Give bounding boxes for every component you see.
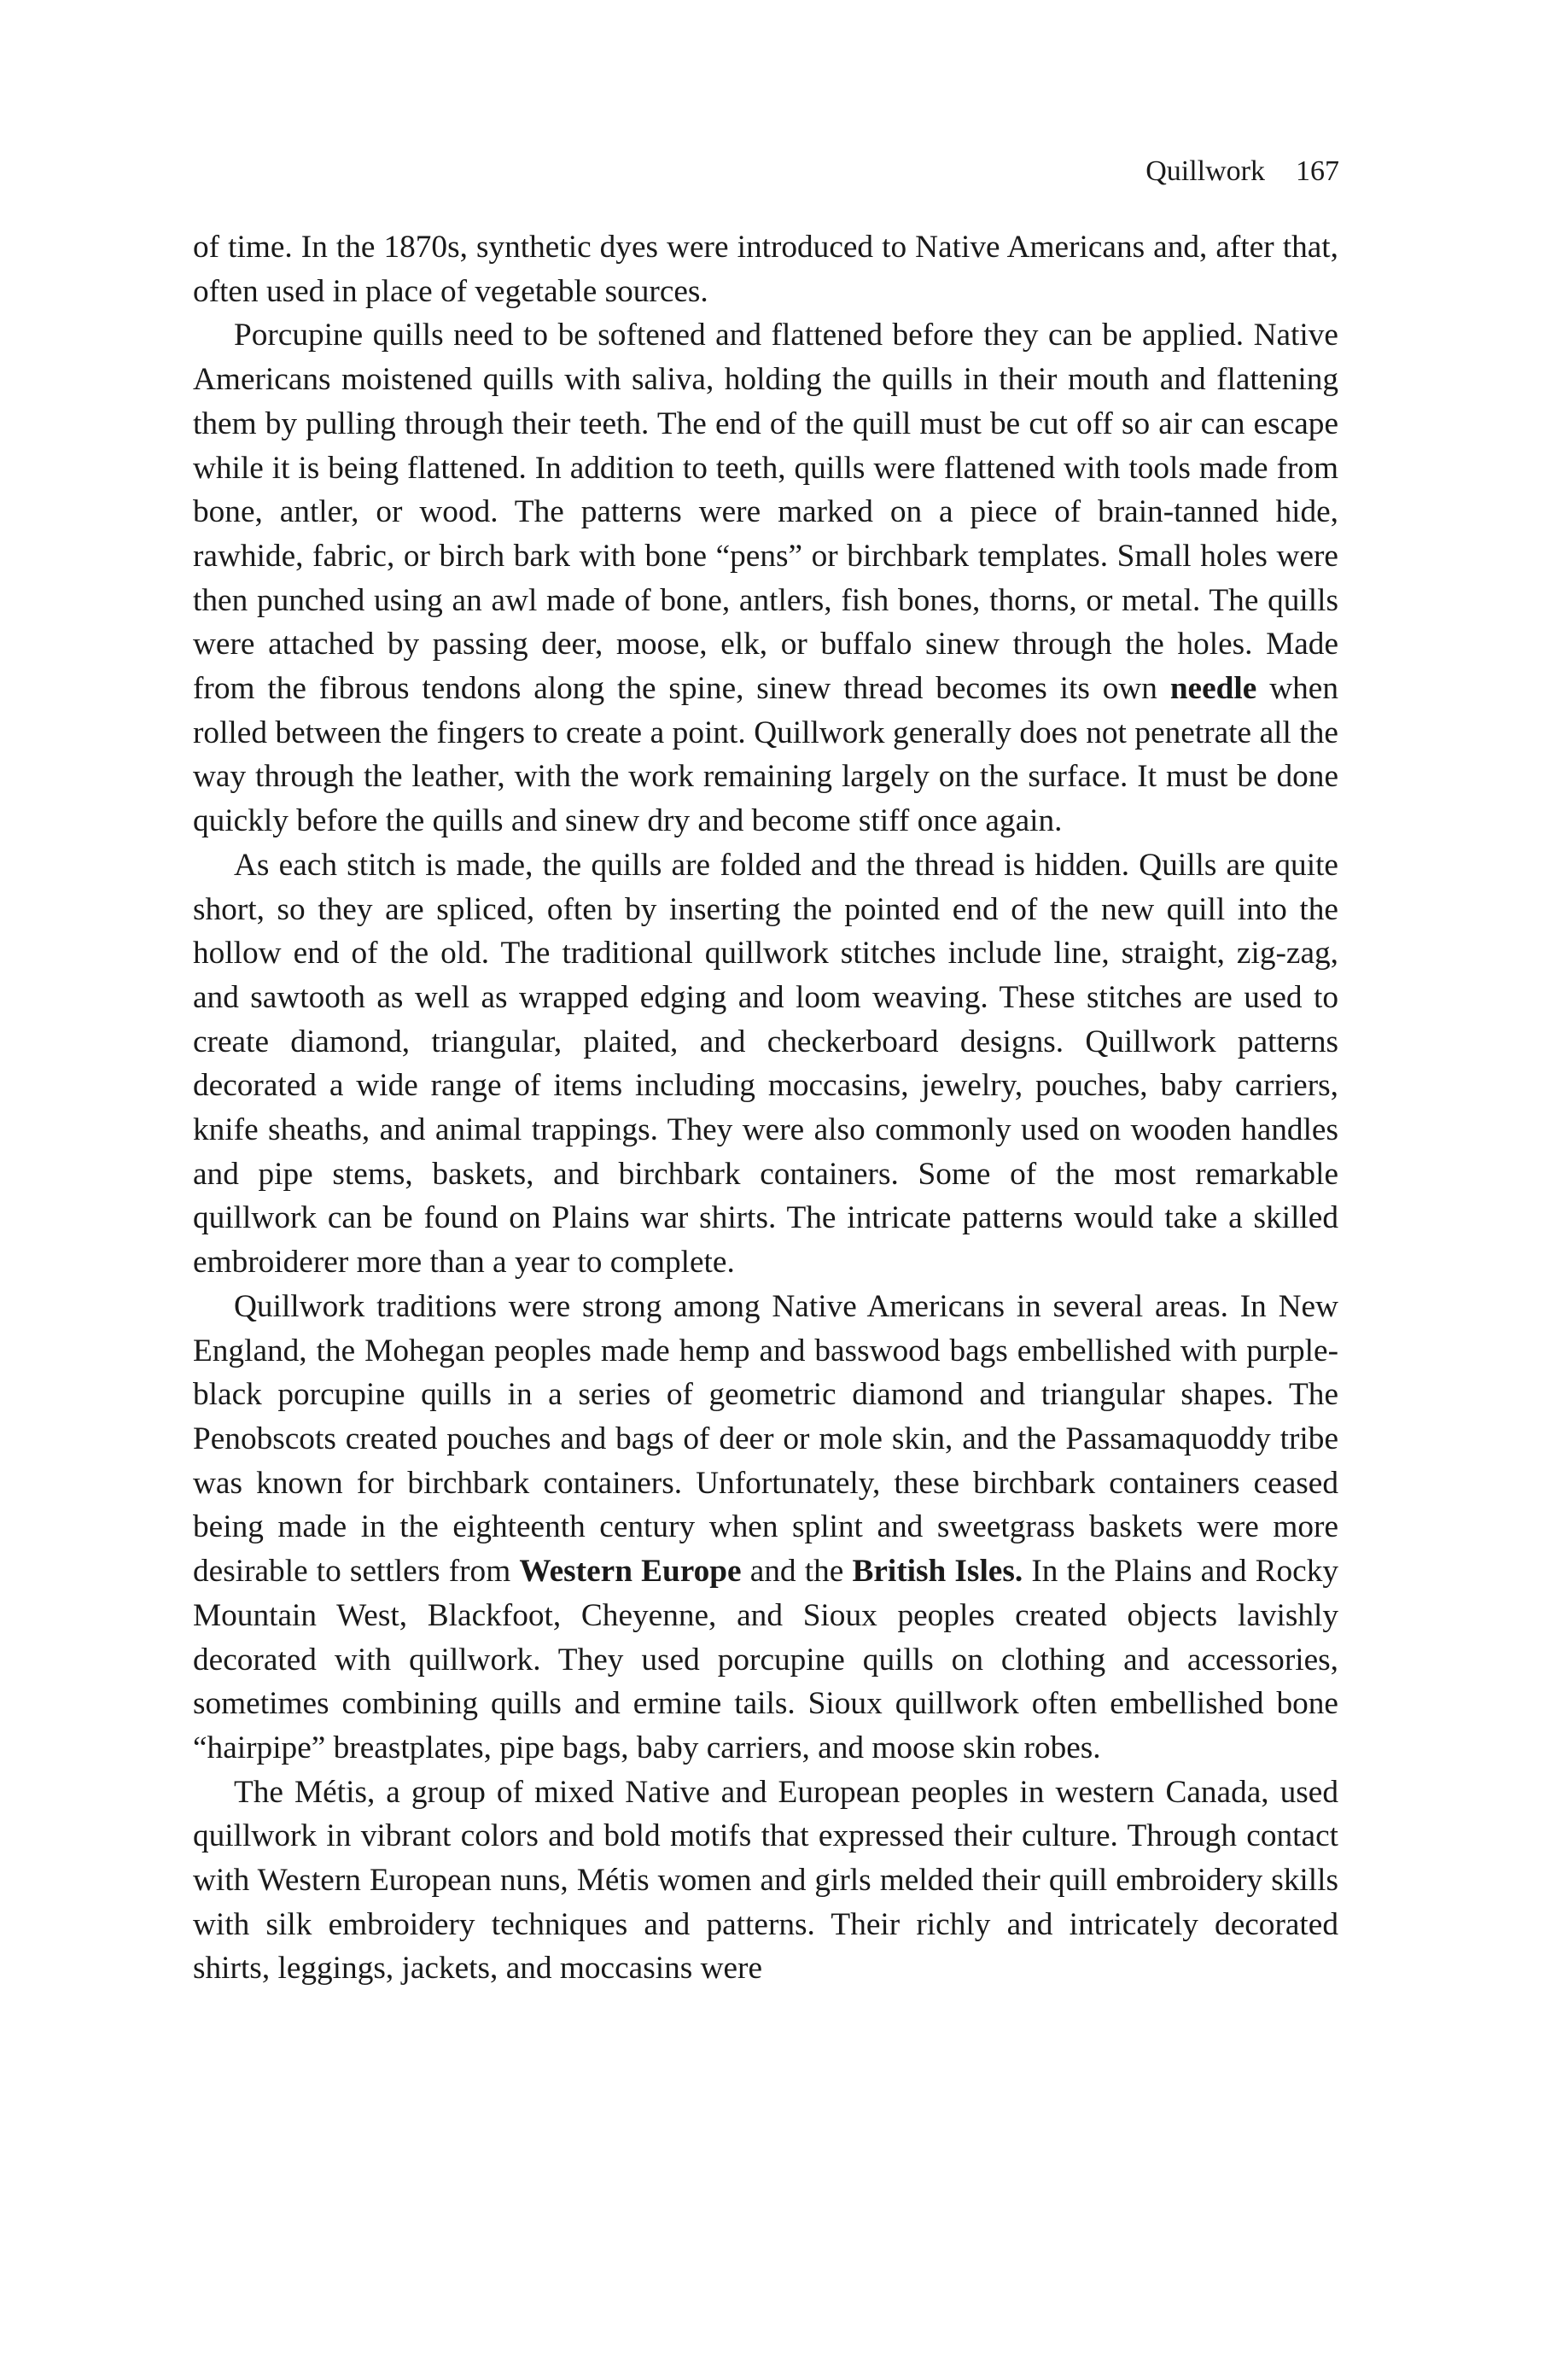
running-head-title: Quillwork	[1145, 155, 1265, 187]
text-run: As each stitch is made, the quills are folded and the thread is hidden. Quills are quite short, so they are spliced, often by inserting the pointed end of the new quill into the hollow end of the old. The traditional quillwork stitches include line, straight, zig-zag, and sawtooth as well as wrapped edging and loom weaving. These stitches are used to create diamond, triangular, plaited, and checkerboard designs. Quillwork patterns decorated a wide range of items including moccasins, jewelry, pouches, baby carriers, knife sheaths, and animal trappings. They were also commonly used on wooden handles and pipe stems, baskets, and birchbark containers. Some of the most remarkable quillwork can be found on Plains war shirts. The intricate patterns would take a skilled embroiderer more than a year to complete.	[193, 847, 1338, 1281]
glossary-term-needle: needle	[1169, 671, 1257, 707]
page-number: 167	[1296, 155, 1339, 187]
paragraph	[193, 313, 1338, 843]
paragraph	[193, 1285, 1338, 1771]
glossary-term-western-europe: Western Europe	[519, 1554, 742, 1590]
text-run: of time. In the 1870s, synthetic dyes were introduced to Native Americans and, after that, often used in place of vegetable sources.	[193, 230, 1338, 309]
text-run: when rolled between the fingers to create a point. Quillwork generally does not penetrate all the way through the leather, with the work remaining largely on the surface. It must be done quickly before the quills and sinew dry and become stiff once again.	[193, 671, 1338, 839]
running-head	[1145, 155, 1339, 189]
paragraph	[193, 1771, 1338, 1992]
paragraph	[193, 225, 1338, 313]
text-run: Porcupine quills need to be softened and flattened before they can be applied. Native Americans moistened quills with saliva, holding the quills in their mouth and flattening them by pulling through their teeth. The end of the quill must be cut off so air can escape while it is being flattened. In addition to teeth, quills were flattened with tools made from bone, antler, or wood. The patterns were marked on a piece of brain-tanned hide, rawhide, fabric, or birch bark with bone “pens” or birchbark templates. Small holes were then punched using an awl made of bone, antlers, fish bones, thorns, or metal. The quills were attached by passing deer, moose, elk, or buffalo sinew through the holes. Made from the fibrous tendons along the spine, sinew thread becomes its own	[193, 318, 1338, 707]
text-run: In the Plains and Rocky Mountain West, Blackfoot, Cheyenne, and Sioux peoples created objects lavishly decorated with quillwork. They used porcupine quills on clothing and accessories, sometimes combining quills and ermine tails. Sioux quillwork often embellished bone “hairpipe” breastplates, pipe bags, baby carriers, and moose skin robes.	[193, 1554, 1339, 1765]
paragraph	[193, 843, 1338, 1285]
text-run: and the	[741, 1554, 853, 1590]
body-text	[193, 225, 1338, 1991]
text-run: Quillwork traditions were strong among Native Americans in several areas. In New England, the Mohegan peoples made hemp and basswood bags embellished with purple-black porcupine quills in a series of geometric diamond and triangular shapes. The Penobscots created pouches and bags of deer or mole skin, and the Passamaquoddy tribe was known for birchbark containers. Unfortunately, these birchbark containers ceased being made in the eighteenth century when splint and sweetgrass baskets were more desirable to settlers from	[193, 1288, 1338, 1590]
glossary-term-british-isles: British Isles.	[852, 1554, 1023, 1590]
text-run: The Métis, a group of mixed Native and European peoples in western Canada, used quillwork in vibrant colors and bold motifs that expressed their culture. Through contact with Western European nuns, Métis women and girls melded their quill embroidery skills with silk embroidery techniques and patterns. Their richly and intricately decorated shirts, leggings, jackets, and moccasins were	[193, 1774, 1338, 1987]
